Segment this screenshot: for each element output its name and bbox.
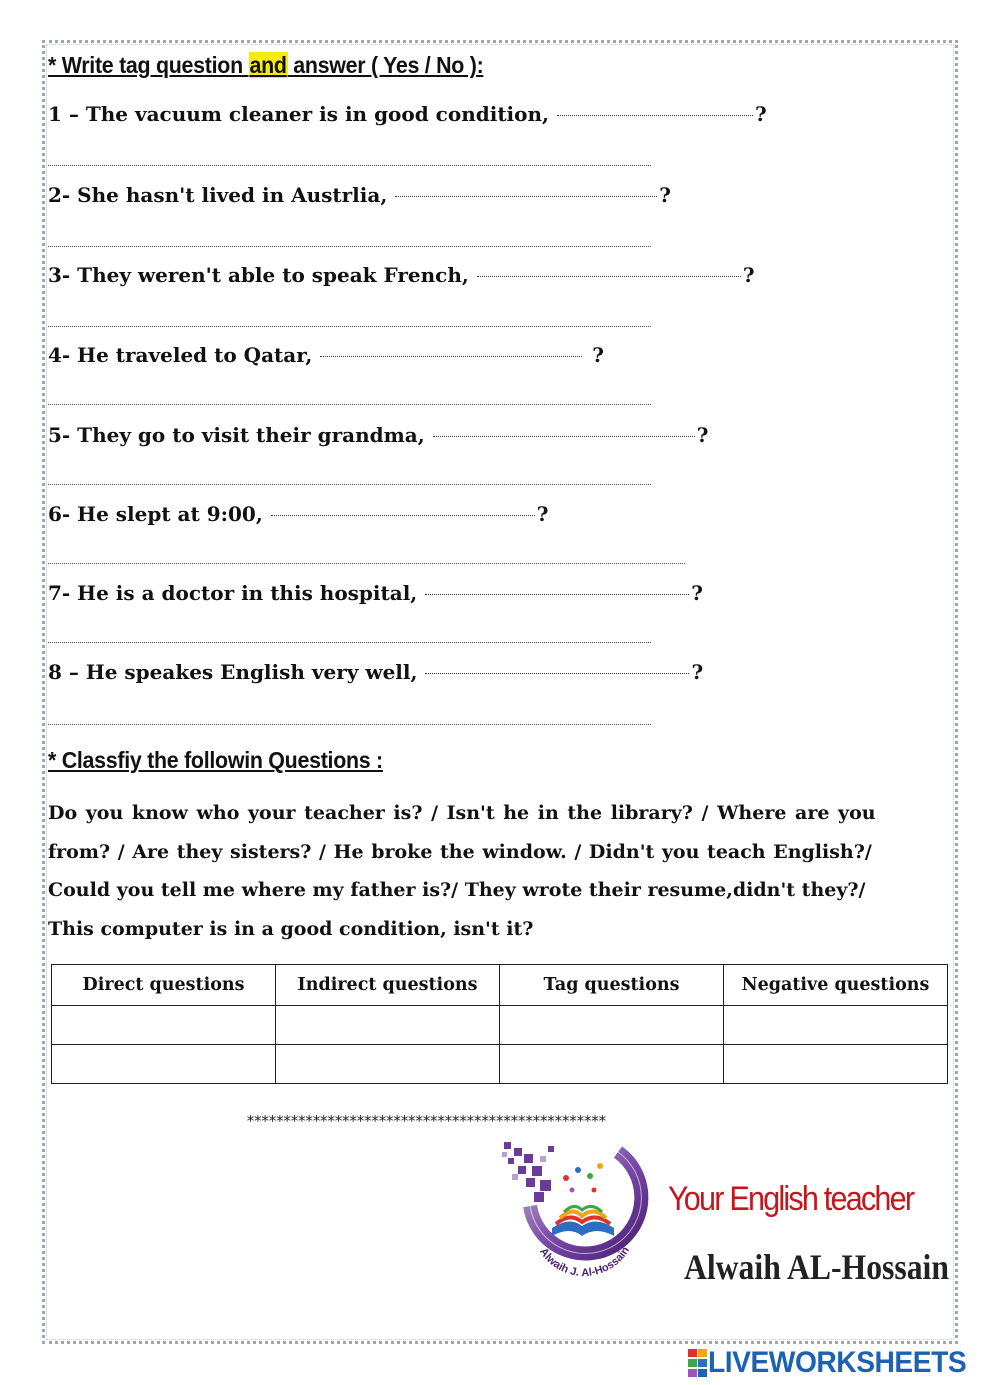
yes-no-answer-blank[interactable] [48, 484, 651, 485]
question-1 [48, 102, 767, 126]
tag-answer-blank[interactable] [395, 196, 657, 197]
question-text: 2- She hasn't lived in Austrlia, [48, 183, 388, 207]
star-separator: ************************************************* [246, 1112, 606, 1130]
logo-text: Alwaih J. Al-Hossain [537, 1244, 632, 1280]
yes-no-answer-blank[interactable] [48, 404, 651, 405]
header-indirect-questions: Indirect questions [276, 965, 500, 1006]
liveworksheets-logo-icon [688, 1349, 708, 1377]
question-text: 1 – The vacuum cleaner is in good condition, [48, 102, 549, 126]
header-direct-questions: Direct questions [52, 965, 276, 1006]
table-cell[interactable] [500, 1006, 724, 1045]
tag-answer-blank[interactable] [271, 515, 535, 516]
table-row [52, 1006, 948, 1045]
question-mark: ? [755, 102, 767, 126]
header-tag-questions: Tag questions [500, 965, 724, 1006]
header-negative-questions: Negative questions [724, 965, 948, 1006]
question-mark: ? [536, 502, 549, 526]
question-text: 3- They weren't able to speak French, [48, 263, 469, 287]
table-cell[interactable] [724, 1045, 948, 1084]
heading-suffix: answer ( Yes / No ): [287, 52, 484, 78]
question-mark: ? [691, 660, 704, 684]
tag-answer-blank[interactable] [425, 594, 689, 595]
question-text: 8 – He speakes English very well, [48, 660, 418, 684]
table-row [52, 1045, 948, 1084]
section2-heading: * Classfiy the followin Questions : [48, 747, 383, 773]
table-cell[interactable] [500, 1045, 724, 1084]
table-cell[interactable] [276, 1006, 500, 1045]
question-mark: ? [659, 183, 671, 207]
question-mark: ? [742, 263, 755, 287]
tag-answer-blank[interactable] [425, 673, 689, 674]
tag-answer-blank[interactable] [320, 356, 582, 357]
question-mark: ? [592, 343, 604, 367]
yes-no-answer-blank[interactable] [48, 563, 685, 564]
question-text: 5- They go to visit their grandma, [48, 423, 425, 447]
question-8 [48, 660, 703, 684]
question-5 [48, 423, 708, 447]
yes-no-answer-blank[interactable] [48, 165, 651, 166]
tag-answer-blank[interactable] [557, 115, 753, 116]
table-cell[interactable] [276, 1045, 500, 1084]
question-text: 4- He traveled to Qatar, [48, 343, 313, 367]
teacher-logo-icon [500, 1136, 660, 1296]
paragraph-line-3: Could you tell me where my father is?/ They wrote their resume,didn't they?/ [48, 879, 866, 901]
question-text: 6- He slept at 9:00, [48, 502, 263, 526]
question-mark: ? [691, 581, 703, 605]
table-cell[interactable] [52, 1045, 276, 1084]
question-3 [48, 263, 755, 287]
table-header-row [52, 965, 948, 1006]
yes-no-answer-blank[interactable] [48, 246, 651, 247]
yes-no-answer-blank[interactable] [48, 724, 651, 725]
table-cell[interactable] [724, 1006, 948, 1045]
heading-highlight: and [249, 52, 287, 78]
liveworksheets-text: LIVEWORKSHEETS [708, 1346, 967, 1379]
tag-answer-blank[interactable] [477, 276, 741, 277]
tag-answer-blank[interactable] [433, 436, 695, 437]
paragraph-line-1: Do you know who your teacher is? / Isn't he in the library? / Where are you [48, 802, 876, 824]
heading-prefix: * Write tag question [48, 52, 249, 78]
liveworksheets-watermark [688, 1346, 983, 1380]
section1-heading [48, 52, 483, 79]
teacher-name: Alwaih AL-Hossain [684, 1247, 949, 1287]
question-mark: ? [696, 423, 709, 447]
yes-no-answer-blank[interactable] [48, 642, 651, 643]
question-7 [48, 581, 703, 605]
paragraph-line-2: from? / Are they sisters? / He broke the window. / Didn't you teach English?/ [48, 840, 872, 863]
table-cell[interactable] [52, 1006, 276, 1045]
classification-table [51, 964, 948, 1084]
yes-no-answer-blank[interactable] [48, 326, 651, 327]
paragraph-line-4: This computer is in a good condition, isn't it? [48, 917, 534, 940]
question-text: 7- He is a doctor in this hospital, [48, 581, 418, 605]
question-4 [48, 343, 604, 367]
question-6 [48, 502, 549, 526]
classify-questions-paragraph [48, 794, 948, 948]
question-2 [48, 183, 671, 207]
teacher-line: Your English teacher [668, 1180, 914, 1218]
